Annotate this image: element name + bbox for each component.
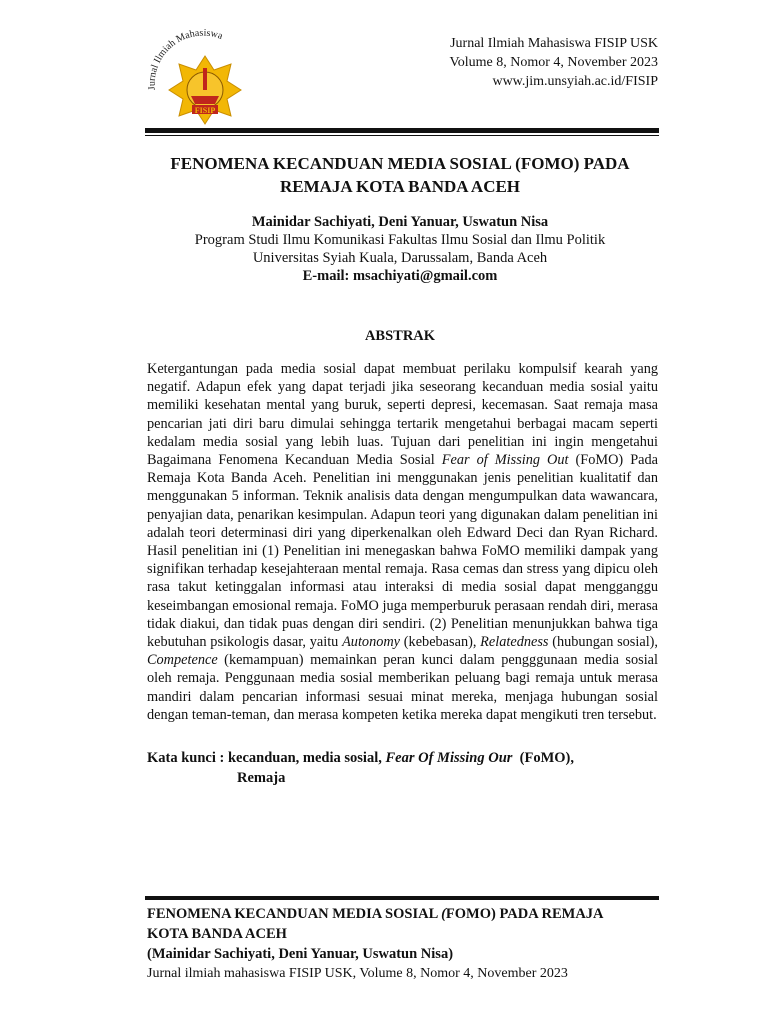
article-title: [140, 152, 660, 198]
abstract-text: (kebebasan),: [400, 634, 481, 651]
header-rule-thin: [145, 135, 659, 136]
footer-rule: [145, 896, 659, 900]
logo-arc-text: Jurnal Ilmiah Mahasiswa: [146, 28, 225, 91]
journal-name: Jurnal Ilmiah Mahasiswa FISIP USK: [450, 36, 658, 51]
journal-header-info: [449, 34, 658, 91]
affiliation-line1: Program Studi Ilmu Komunikasi Fakultas Ilmu Sosial dan Ilmu Politik: [194, 232, 606, 248]
keywords: [147, 748, 658, 788]
journal-volume: Volume 8, Nomor 4, November 2023: [449, 55, 658, 70]
fisip-emblem-icon: [145, 28, 257, 128]
keywords-label: Kata kunci : kecanduan, media sosial,: [147, 750, 386, 766]
keywords-line2: Remaja: [237, 770, 286, 786]
abstract-text: Ketergantungan pada media sosial dapat membuat perilaku kompulsif kearah yang negatif. Adapun efek yang dapat terjadi jika seseorang kecanduan media sosial yaitu memiliki kesehatan mental yang buruk, seperti depresi, kecemasan. Saat remaja masa pencarian jati diri baru dimulai sehingga tertarik mengetahui berbagai macam seperti kedalam media sosial yang lebih luas. Tujuan dari penelitian ini ingin mengetahui Bagaimana Fenomena Kecanduan Media Sosial: [147, 361, 658, 469]
logo-badge-text: FISIP: [194, 106, 216, 115]
author-block: [140, 213, 660, 285]
abstract-italic-term: Relatedness: [480, 634, 549, 651]
abstract-text: (hubungan sosial),: [548, 634, 658, 651]
author-email[interactable]: E-mail: msachiyati@gmail.com: [302, 268, 498, 284]
footer-title-line2: KOTA BANDA ACEH: [147, 926, 287, 942]
journal-logo: [145, 28, 257, 128]
abstract-italic-term: Fear of Missing Out: [441, 452, 569, 469]
abstract-heading: ABSTRAK: [364, 328, 436, 344]
footer-title: [147, 904, 658, 924]
footer-title-part: FOMO) PADA REMAJA: [445, 906, 604, 922]
abstract-italic-term: Competence: [147, 652, 218, 669]
journal-url[interactable]: www.jim.unsyiah.ac.id/FISIP: [492, 74, 658, 89]
article-title-line2: REMAJA KOTA BANDA ACEH: [279, 177, 521, 196]
keywords-italic: Fear Of Missing Our: [385, 750, 513, 766]
footer-title-part: FENOMENA KECANDUAN MEDIA SOSIAL: [147, 906, 442, 922]
abstract-text: (FoMO) Pada Remaja Kota Banda Aceh. Penelitian ini menggunakan jenis penelitian kualitatif dan menggunakan 5 informan. Teknik analisis data dengan mengumpulkan data wawancara, penyajian data, penarikan kesimpulan. Adapun teori yang digunakan dalam penelitian ini adalah teori determinasi diri yang diperkenalkan oleh Edward Deci dan Ryan Richard. Hasil penelitian ini (1) Penelitian ini menegaskan bahwa FoMO memiliki dampak yang signifikan terhadap kesejahteraan mental remaja. Rasa cemas dan stress yang dipicu oleh rasa takut ketinggalan informasi atau interaksi di media sosial dapat mengganggu keseimbangan emosional remaja. FoMO juga memperburuk perasaan rendah diri, merasa tidak diakui, dan tidak puas dengan diri sendiri. (2) Penelitian menunjukkan bahwa tiga kebutuhan psikologis dasar, yaitu: [147, 452, 659, 651]
abstract-body: [147, 360, 658, 724]
footer-journal: Jurnal ilmiah mahasiswa FISIP USK, Volume 8, Nomor 4, November 2023: [147, 966, 568, 981]
author-names: Mainidar Sachiyati, Deni Yanuar, Uswatun Nisa: [251, 214, 549, 230]
abstract-text: (kemampuan) memainkan peran kunci dalam pengggunaan media sosial oleh remaja. Penggunaan media sosial memberikan peluang bagi remaja untuk merasa mandiri dalam pencarian informasi sesuai minat mereka, menjaga hubungan sosial dengan teman-teman, dan merasa kompeten ketika mereka dapat mengikuti tren tersebut.: [147, 652, 658, 723]
footer-title-paren: (: [441, 906, 446, 922]
abstract-italic-term: Autonomy: [342, 634, 401, 651]
header-rule-thick: [145, 128, 659, 133]
keywords-rest: (FoMO),: [512, 750, 575, 766]
page-footer: [147, 904, 658, 984]
footer-authors: (Mainidar Sachiyati, Deni Yanuar, Uswatun Nisa): [147, 946, 454, 962]
article-title-line1: FENOMENA KECANDUAN MEDIA SOSIAL (FOMO) PADA: [170, 154, 630, 173]
affiliation-line2: Universitas Syiah Kuala, Darussalam, Banda Aceh: [252, 250, 548, 266]
